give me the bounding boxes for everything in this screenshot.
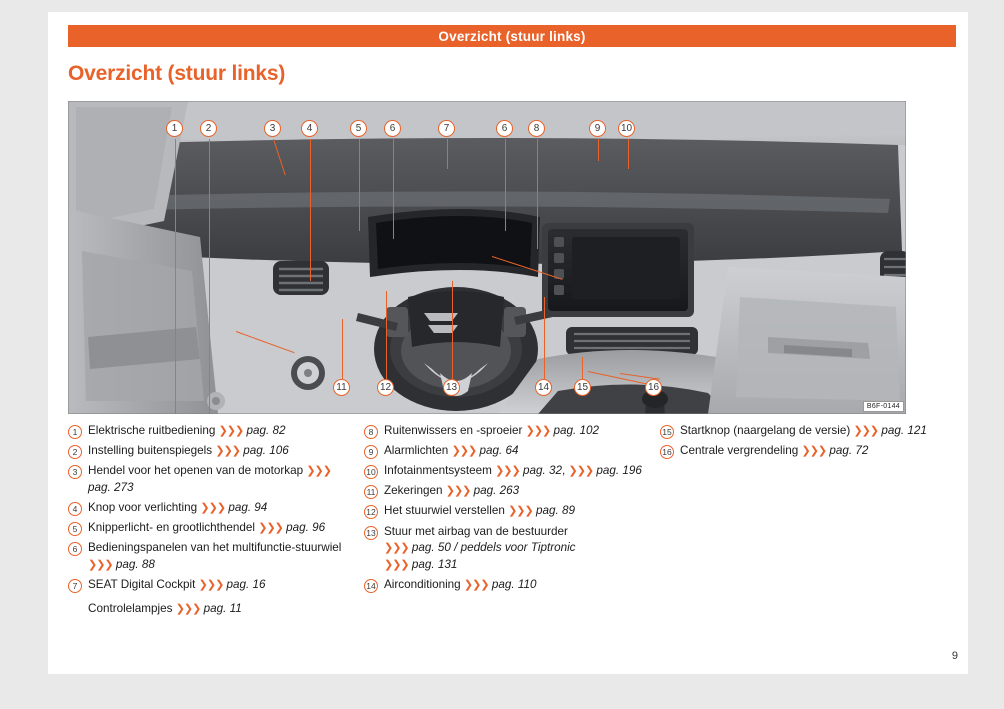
legend-label: Knop voor verlichting [88,500,198,514]
list-item [68,443,346,460]
leader-line [447,139,448,169]
list-item [68,423,346,440]
legend-column-2 [364,423,660,619]
legend-label: Elektrische ruitbediening [88,424,216,437]
callout-6b: 6 [496,120,513,137]
legend-ref: pag. 16 [226,577,266,591]
leader-line [628,139,629,169]
list-item [364,577,642,594]
figure-code: B6F-0144 [863,401,904,412]
legend-ref: pag. 82 [246,424,286,437]
leader-line [598,139,599,161]
leader-line [342,319,343,379]
legend-number: 3 [68,465,82,479]
leader-line [393,139,394,239]
list-item [68,540,346,573]
leader-line [175,139,176,414]
legend-number: 7 [68,579,82,593]
legend-ref: pag. 11 [203,602,242,616]
chevrons-icon: ❯❯❯ [88,558,113,571]
chevrons-icon: ❯❯❯ [508,505,533,518]
callout-5: 5 [350,120,367,137]
legend-ref: pag. 273 [88,480,134,494]
leader-line [452,281,453,379]
callout-8: 8 [528,120,545,137]
chevrons-icon: ❯❯❯ [258,522,283,535]
chevrons-icon: ❯❯❯ [568,465,594,478]
chevrons-icon: ❯❯❯ [801,445,827,458]
legend-label: Startknop (naargelang de versie) [680,424,851,437]
page-number: 9 [951,650,958,662]
chevrons-icon: ❯❯❯ [200,501,226,514]
chevrons-icon: ❯❯❯ [445,485,471,498]
legend-label: Zekeringen [384,484,443,498]
legend-label: Stuur met airbag van de bestuurder [384,524,568,538]
list-item [364,423,642,440]
chevrons-icon: ❯❯❯ [215,445,241,458]
callout-13: 13 [443,379,460,396]
list-item [68,577,346,594]
legend-label: Hendel voor het openen van de motorkap [88,464,304,478]
legend-label: Ruitenwissers en -sproeier [384,424,523,437]
callout-6a: 6 [384,120,401,137]
leader-line [359,139,360,231]
section-header-title: Overzicht (stuur links) [438,28,586,44]
legend-number: 15 [660,425,674,439]
legend-number: 2 [68,445,82,459]
callout-16: 16 [645,379,662,396]
list-item [660,423,938,440]
leader-line [537,139,538,249]
legend-number: 9 [364,445,378,459]
legend-number: 12 [364,505,378,519]
callout-2: 2 [200,120,217,137]
list-item [364,483,642,500]
list-item [364,443,642,460]
legend-ref: pag. 102 [553,424,600,437]
legend-label: Controlelampjes [88,602,173,616]
legend-ref: pag. 88 [115,557,155,571]
legend-label: Het stuurwiel verstellen [384,504,505,518]
legend-label: Infotainmentsysteem [384,464,492,478]
legend-ref: pag. 96 [286,521,326,535]
legend-ref: pag. 89 [535,504,575,518]
legend-number: 13 [364,526,378,540]
list-item [68,463,346,496]
chevrons-icon: ❯❯❯ [198,578,224,591]
legend-number: 6 [68,542,82,556]
legend-label: Bedieningspanelen van het multifunctie-stuurwiel [88,541,342,555]
document-page [48,12,968,674]
dashboard-figure [68,101,906,414]
callout-3: 3 [264,120,281,137]
legend-number: 5 [68,522,82,536]
chevrons-icon: ❯❯❯ [218,425,244,437]
leader-line [209,139,210,414]
legend-ref-2: pag. 131 [411,557,458,571]
leader-line [582,357,583,379]
callout-12: 12 [377,379,394,396]
legend-label: SEAT Digital Cockpit [88,577,196,591]
legend-label: Centrale vergrendeling [680,444,799,458]
chevrons-icon: ❯❯❯ [495,465,520,478]
legend-number: 16 [660,445,674,459]
chevrons-icon: ❯❯❯ [384,558,409,571]
callout-14: 14 [535,379,552,396]
callout-15: 15 [574,379,591,396]
legend-ref: pag. 64 [479,444,519,458]
legend-number: 8 [364,425,378,439]
leader-line [386,291,387,379]
section-header-bar [68,25,956,47]
legend-ref: pag. 94 [228,500,268,514]
list-item [364,524,642,574]
leader-line [310,139,311,281]
legend-number: 14 [364,579,378,593]
dashboard-illustration [68,101,906,414]
legend-number: 1 [68,425,82,439]
callout-10: 10 [618,120,635,137]
legend-ref-2: pag. 196 [596,464,642,478]
legend-ref: pag. 106 [243,444,289,458]
legend-label: Instelling buitenspiegels [88,444,213,458]
figure-legend [68,423,956,619]
list-item [364,503,642,520]
callout-9: 9 [589,120,606,137]
callout-7: 7 [438,120,455,137]
legend-number: 10 [364,465,378,479]
chevrons-icon: ❯❯❯ [463,578,489,591]
chevrons-icon: ❯❯❯ [384,542,409,555]
legend-number: 11 [364,485,378,499]
legend-ref: pag. 263 [473,484,520,498]
legend-sub-item [88,602,346,615]
legend-ref: pag. 121 [881,424,927,437]
legend-ref: pag. 50 / peddels voor Tiptronic [411,541,576,555]
legend-label: Airconditioning [384,577,461,591]
chevrons-icon: ❯❯❯ [306,465,331,478]
legend-ref: pag. 32 [523,464,562,478]
chevrons-icon: ❯❯❯ [451,445,477,458]
list-item: 10 Infotainmentsysteem ❯❯❯ pag. 32, ❯❯❯ pag. 196 [364,463,642,480]
callout-11: 11 [333,379,350,396]
chevrons-icon: ❯❯❯ [175,603,201,616]
legend-label: Alarmlichten [384,444,449,458]
legend-number: 4 [68,502,82,516]
callout-4: 4 [301,120,318,137]
leader-line [544,297,545,379]
legend-ref: pag. 72 [829,444,869,458]
callout-1: 1 [166,120,183,137]
legend-ref: pag. 110 [491,577,537,591]
list-item [68,520,346,537]
list-item [68,500,346,517]
list-item [660,443,938,460]
legend-column-3 [660,423,956,619]
chevrons-icon: ❯❯❯ [853,425,879,437]
chevrons-icon: ❯❯❯ [525,425,551,437]
leader-line [505,139,506,231]
legend-column-1 [68,423,364,619]
page-title: Overzicht (stuur links) [68,62,286,85]
legend-label: Knipperlicht- en grootlichthendel [88,521,255,535]
